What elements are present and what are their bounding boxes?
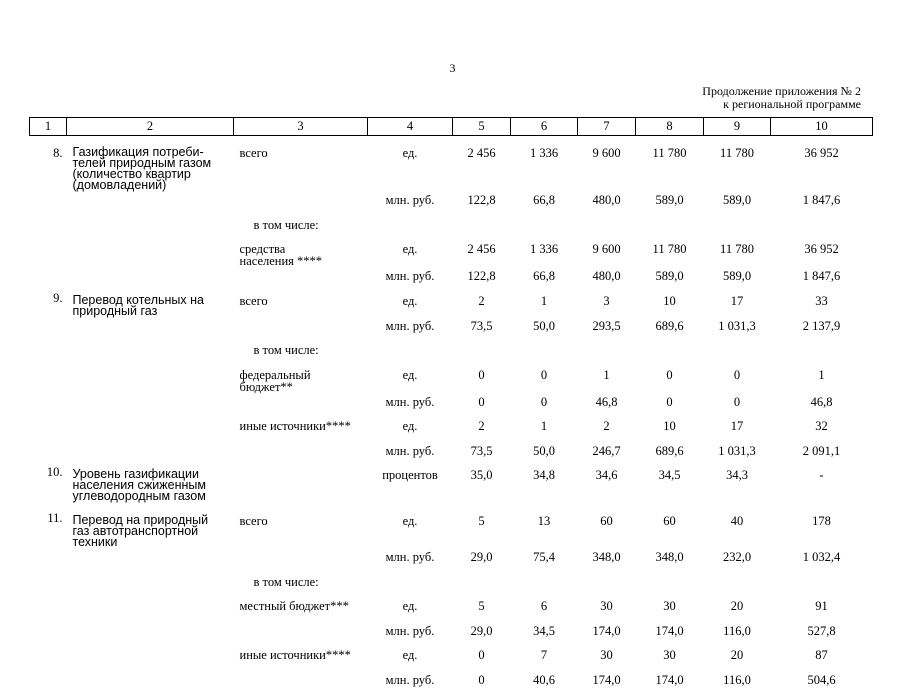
row-number: 10. (30, 466, 67, 512)
value-cell: 122,8 (453, 267, 511, 292)
value-cell: 33 (771, 292, 873, 317)
value-cell (636, 341, 704, 366)
indicator-name (67, 240, 234, 267)
value-cell: 60 (636, 512, 704, 548)
table-row (30, 341, 873, 366)
value-cell: 13 (511, 512, 578, 548)
page-number: 3 (0, 61, 905, 76)
value-cell: 91 (771, 597, 873, 622)
subheading-in-total: в том числе: (234, 573, 368, 598)
value-cell: 1 (771, 366, 873, 393)
value-cell: 66,8 (511, 267, 578, 292)
value-cell: 36 952 (771, 136, 873, 192)
row-number (30, 442, 67, 467)
unit-of-measure: ед. (368, 366, 453, 393)
value-cell: 480,0 (578, 267, 636, 292)
value-cell: 1 847,6 (771, 191, 873, 216)
value-cell: 1 032,4 (771, 548, 873, 573)
value-cell: 348,0 (636, 548, 704, 573)
value-cell: 20 (704, 597, 771, 622)
value-cell: 34,5 (636, 466, 704, 512)
table-row (30, 267, 873, 292)
table-row (30, 317, 873, 342)
value-cell: 589,0 (636, 267, 704, 292)
value-cell (771, 573, 873, 598)
value-cell: 10 (636, 417, 704, 442)
unit-of-measure (368, 341, 453, 366)
value-cell: 30 (636, 597, 704, 622)
value-cell (578, 573, 636, 598)
table-row (30, 136, 873, 192)
header-cell: 7 (578, 118, 636, 136)
value-cell: 2 091,1 (771, 442, 873, 467)
value-cell: 527,8 (771, 622, 873, 647)
value-cell (578, 216, 636, 241)
table-row (30, 240, 873, 267)
table-row (30, 548, 873, 573)
header-cell: 6 (511, 118, 578, 136)
row-number: 8. (30, 136, 67, 192)
table-row (30, 216, 873, 241)
table-row (30, 573, 873, 598)
value-cell: 116,0 (704, 671, 771, 695)
indicator-name: Уровень газификации населения сжиженным углеводородным газом (67, 466, 234, 512)
value-cell: 17 (704, 417, 771, 442)
value-cell: 40,6 (511, 671, 578, 695)
funding-source (234, 466, 368, 512)
value-cell: 11 780 (704, 136, 771, 192)
unit-of-measure: млн. руб. (368, 442, 453, 467)
row-number (30, 341, 67, 366)
value-cell: 0 (704, 393, 771, 418)
value-cell (511, 341, 578, 366)
row-number (30, 671, 67, 695)
value-cell: 3 (578, 292, 636, 317)
value-cell (453, 341, 511, 366)
row-number (30, 548, 67, 573)
unit-of-measure: млн. руб. (368, 393, 453, 418)
indicator-name (67, 216, 234, 241)
value-cell: 2 456 (453, 136, 511, 192)
indicator-name (67, 442, 234, 467)
value-cell: 0 (453, 366, 511, 393)
row-number (30, 417, 67, 442)
value-cell: 46,8 (578, 393, 636, 418)
subheading-in-total: в том числе: (234, 216, 368, 241)
row-number (30, 393, 67, 418)
indicator-name (67, 267, 234, 292)
row-number (30, 267, 67, 292)
row-number (30, 573, 67, 598)
indicator-name (67, 191, 234, 216)
value-cell (704, 216, 771, 241)
value-cell (511, 216, 578, 241)
value-cell: 9 600 (578, 240, 636, 267)
value-cell: 35,0 (453, 466, 511, 512)
header-row (30, 118, 873, 136)
value-cell: 0 (636, 366, 704, 393)
row-number (30, 622, 67, 647)
unit-of-measure: млн. руб. (368, 622, 453, 647)
value-cell: 50,0 (511, 442, 578, 467)
program-table (29, 117, 873, 695)
subheading-in-total: в том числе: (234, 341, 368, 366)
value-cell (771, 341, 873, 366)
continuation-line-2: к региональной программе (702, 98, 861, 111)
value-cell: 29,0 (453, 548, 511, 573)
row-number (30, 216, 67, 241)
value-cell: 232,0 (704, 548, 771, 573)
value-cell: 2 137,9 (771, 317, 873, 342)
value-cell: 30 (578, 597, 636, 622)
value-cell: 0 (636, 393, 704, 418)
header-cell: 9 (704, 118, 771, 136)
indicator-name (67, 548, 234, 573)
funding-source: иные источники**** (234, 417, 368, 442)
value-cell: 0 (511, 393, 578, 418)
unit-of-measure: млн. руб. (368, 191, 453, 216)
header-cell: 2 (67, 118, 234, 136)
row-number (30, 191, 67, 216)
table-row (30, 646, 873, 671)
value-cell (636, 573, 704, 598)
value-cell: 0 (453, 393, 511, 418)
table-row (30, 597, 873, 622)
row-number (30, 240, 67, 267)
unit-of-measure: млн. руб. (368, 267, 453, 292)
header-cell: 8 (636, 118, 704, 136)
unit-of-measure: млн. руб. (368, 317, 453, 342)
row-number: 11. (30, 512, 67, 548)
row-number (30, 317, 67, 342)
value-cell: 34,5 (511, 622, 578, 647)
value-cell: 60 (578, 512, 636, 548)
funding-source: средства населения **** (234, 240, 368, 267)
funding-source (234, 317, 368, 342)
row-number: 9. (30, 292, 67, 317)
value-cell: 34,8 (511, 466, 578, 512)
indicator-name (67, 393, 234, 418)
value-cell (453, 573, 511, 598)
unit-of-measure: млн. руб. (368, 548, 453, 573)
row-number (30, 646, 67, 671)
value-cell: 30 (578, 646, 636, 671)
value-cell: 1 (511, 417, 578, 442)
value-cell: 0 (511, 366, 578, 393)
unit-of-measure: ед. (368, 512, 453, 548)
value-cell: 2 (578, 417, 636, 442)
indicator-name: Перевод котельных на природный газ (67, 292, 234, 317)
indicator-name (67, 366, 234, 393)
value-cell: 293,5 (578, 317, 636, 342)
unit-of-measure: ед. (368, 597, 453, 622)
table-row (30, 292, 873, 317)
value-cell: 174,0 (578, 671, 636, 695)
table-row (30, 622, 873, 647)
value-cell (771, 216, 873, 241)
value-cell: 689,6 (636, 442, 704, 467)
value-cell: 0 (453, 646, 511, 671)
value-cell (636, 216, 704, 241)
value-cell: 174,0 (578, 622, 636, 647)
value-cell: 29,0 (453, 622, 511, 647)
funding-source (234, 393, 368, 418)
value-cell: 75,4 (511, 548, 578, 573)
value-cell: 6 (511, 597, 578, 622)
value-cell: 116,0 (704, 622, 771, 647)
value-cell: 1 336 (511, 136, 578, 192)
table-row (30, 393, 873, 418)
value-cell: 46,8 (771, 393, 873, 418)
funding-source (234, 548, 368, 573)
row-number (30, 597, 67, 622)
header-cell: 4 (368, 118, 453, 136)
funding-source (234, 191, 368, 216)
unit-of-measure (368, 573, 453, 598)
value-cell: 2 (453, 417, 511, 442)
value-cell: 1 847,6 (771, 267, 873, 292)
table-row (30, 466, 873, 512)
value-cell: 34,6 (578, 466, 636, 512)
unit-of-measure: ед. (368, 292, 453, 317)
funding-source (234, 671, 368, 695)
funding-source: всего (234, 136, 368, 192)
indicator-name (67, 622, 234, 647)
value-cell: 348,0 (578, 548, 636, 573)
funding-source: федеральный бюджет** (234, 366, 368, 393)
unit-of-measure: процентов (368, 466, 453, 512)
indicator-name (67, 341, 234, 366)
value-cell: 589,0 (704, 191, 771, 216)
value-cell: - (771, 466, 873, 512)
funding-source: всего (234, 512, 368, 548)
value-cell: 1 (511, 292, 578, 317)
value-cell: 689,6 (636, 317, 704, 342)
table-row (30, 512, 873, 548)
value-cell: 2 (453, 292, 511, 317)
value-cell: 174,0 (636, 622, 704, 647)
value-cell: 5 (453, 597, 511, 622)
value-cell: 20 (704, 646, 771, 671)
header-cell: 3 (234, 118, 368, 136)
value-cell: 504,6 (771, 671, 873, 695)
value-cell: 7 (511, 646, 578, 671)
value-cell: 0 (704, 366, 771, 393)
value-cell: 1 (578, 366, 636, 393)
value-cell (704, 573, 771, 598)
value-cell: 40 (704, 512, 771, 548)
value-cell (578, 341, 636, 366)
unit-of-measure: ед. (368, 417, 453, 442)
row-number (30, 366, 67, 393)
header-cell: 1 (30, 118, 67, 136)
value-cell: 30 (636, 646, 704, 671)
value-cell: 10 (636, 292, 704, 317)
value-cell: 1 336 (511, 240, 578, 267)
continuation-note (702, 85, 861, 111)
table-row (30, 417, 873, 442)
value-cell: 11 780 (636, 136, 704, 192)
value-cell: 50,0 (511, 317, 578, 342)
funding-source (234, 267, 368, 292)
value-cell: 73,5 (453, 317, 511, 342)
indicator-name (67, 417, 234, 442)
indicator-name (67, 671, 234, 695)
value-cell: 87 (771, 646, 873, 671)
value-cell: 480,0 (578, 191, 636, 216)
value-cell: 589,0 (636, 191, 704, 216)
indicator-name: Перевод на природный газ автотранспортной техники (67, 512, 234, 548)
value-cell: 0 (453, 671, 511, 695)
value-cell: 11 780 (636, 240, 704, 267)
table-row (30, 366, 873, 393)
value-cell: 2 456 (453, 240, 511, 267)
indicator-name (67, 597, 234, 622)
value-cell: 32 (771, 417, 873, 442)
value-cell: 9 600 (578, 136, 636, 192)
value-cell: 122,8 (453, 191, 511, 216)
unit-of-measure: млн. руб. (368, 671, 453, 695)
indicator-name: Газификация потреби- телей природным газом (количество квартир (домовладений) (67, 136, 234, 192)
funding-source (234, 442, 368, 467)
table-row (30, 442, 873, 467)
value-cell: 66,8 (511, 191, 578, 216)
value-cell: 1 031,3 (704, 442, 771, 467)
header-cell: 10 (771, 118, 873, 136)
value-cell: 246,7 (578, 442, 636, 467)
value-cell: 36 952 (771, 240, 873, 267)
value-cell: 11 780 (704, 240, 771, 267)
value-cell: 17 (704, 292, 771, 317)
value-cell: 73,5 (453, 442, 511, 467)
value-cell (704, 341, 771, 366)
indicator-name (67, 646, 234, 671)
unit-of-measure: ед. (368, 240, 453, 267)
value-cell: 1 031,3 (704, 317, 771, 342)
indicator-name (67, 317, 234, 342)
value-cell (453, 216, 511, 241)
funding-source: всего (234, 292, 368, 317)
funding-source (234, 622, 368, 647)
value-cell (511, 573, 578, 598)
funding-source: иные источники**** (234, 646, 368, 671)
value-cell: 589,0 (704, 267, 771, 292)
unit-of-measure: ед. (368, 646, 453, 671)
header-cell: 5 (453, 118, 511, 136)
indicator-name (67, 573, 234, 598)
continuation-line-1: Продолжение приложения № 2 (702, 85, 861, 98)
value-cell: 5 (453, 512, 511, 548)
value-cell: 178 (771, 512, 873, 548)
table-row (30, 671, 873, 695)
table-row (30, 191, 873, 216)
value-cell: 174,0 (636, 671, 704, 695)
unit-of-measure: ед. (368, 136, 453, 192)
funding-source: местный бюджет*** (234, 597, 368, 622)
value-cell: 34,3 (704, 466, 771, 512)
unit-of-measure (368, 216, 453, 241)
